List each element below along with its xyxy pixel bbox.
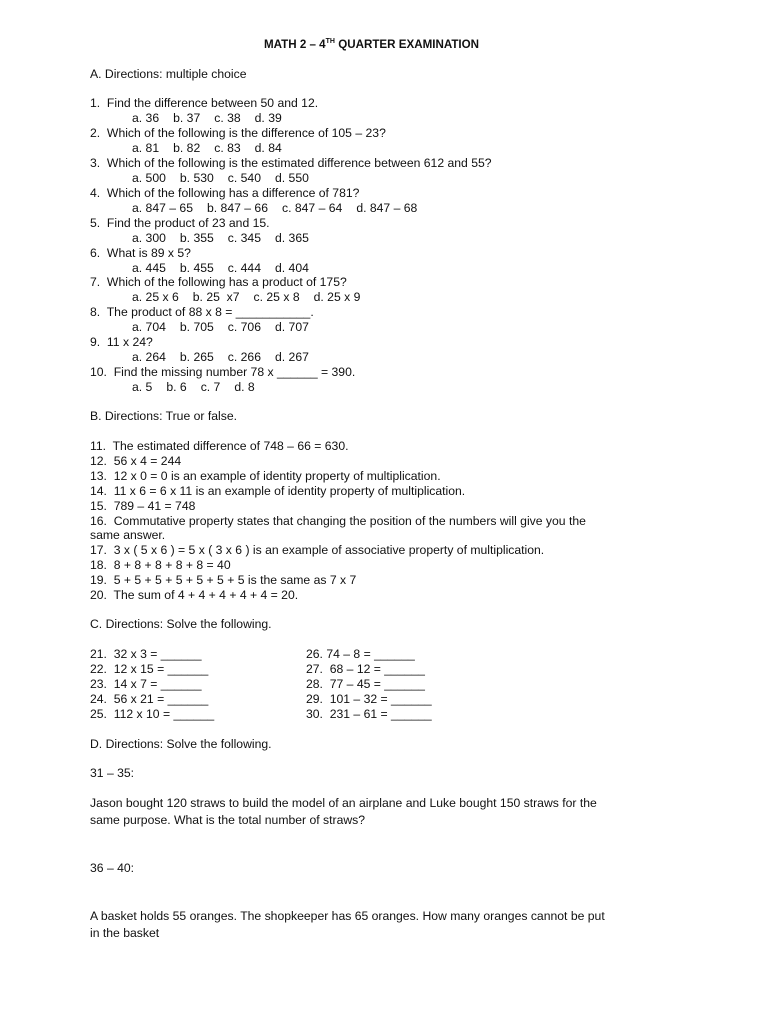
word-problem-line: in the basket [90, 926, 160, 940]
solve-item: 22. 12 x 15 = ______ [90, 662, 209, 676]
question-8-options [132, 320, 323, 335]
solve-item: 28. 77 – 45 = ______ [306, 677, 425, 691]
option: d. 707 [274, 320, 309, 334]
option: c. 847 – 64 [282, 201, 343, 215]
title-superscript: TH [325, 38, 335, 46]
section-b-directions: B. Directions: True or false. [90, 409, 237, 423]
solve-item: 30. 231 – 61 = ______ [306, 707, 432, 721]
title-main: MATH 2 – 4 [264, 38, 326, 51]
option: c. 7 [200, 380, 221, 394]
option: d. 25 x 9 [313, 290, 361, 304]
option: a. 847 – 65 [132, 201, 193, 215]
solve-item: 21. 32 x 3 = ______ [90, 647, 202, 661]
question-9-options [132, 350, 323, 365]
option: d. 84 [254, 141, 282, 155]
option: b. 25 x7 [192, 290, 240, 304]
item-range: 31 – 35: [90, 766, 135, 780]
question-2-options [132, 141, 296, 156]
option: c. 540 [227, 171, 261, 185]
option: a. 704 [132, 320, 166, 334]
option: b. 6 [166, 380, 187, 394]
tf-item: 17. 3 x ( 5 x 6 ) = 5 x ( 3 x 6 ) is an example of associative property of multiplication. [90, 543, 545, 557]
option: c. 25 x 8 [253, 290, 300, 304]
question-4-options [132, 201, 431, 216]
option: d. 404 [274, 261, 309, 275]
word-problem-line: same purpose. What is the total number of straws? [90, 813, 366, 827]
question-8: 8. The product of 88 x 8 = ___________. [90, 305, 314, 319]
option: c. 706 [227, 320, 261, 334]
tf-item: 19. 5 + 5 + 5 + 5 + 5 + 5 + 5 is the same as 7 x 7 [90, 573, 357, 587]
question-9: 9. 11 x 24? [90, 335, 153, 349]
option: c. 345 [227, 231, 261, 245]
tf-item: 11. The estimated difference of 748 – 66 = 630. [90, 439, 349, 453]
question-6: 6. What is 89 x 5? [90, 246, 191, 260]
question-1-options [132, 111, 296, 126]
option: c. 38 [214, 111, 241, 125]
tf-item: 20. The sum of 4 + 4 + 4 + 4 + 4 = 20. [90, 588, 299, 602]
tf-item: 12. 56 x 4 = 244 [90, 454, 182, 468]
solve-item: 25. 112 x 10 = ______ [90, 707, 215, 721]
option: a. 500 [132, 171, 166, 185]
option: d. 8 [234, 380, 255, 394]
question-3-options [132, 171, 323, 186]
question-10-options [132, 380, 269, 395]
item-range: 36 – 40: [90, 861, 135, 875]
question-7-options [132, 290, 374, 305]
option: b. 455 [179, 261, 214, 275]
question-4: 4. Which of the following has a difference of 781? [90, 186, 360, 200]
option: d. 267 [274, 350, 309, 364]
option: a. 300 [132, 231, 166, 245]
option: a. 36 [132, 111, 160, 125]
option: b. 847 – 66 [207, 201, 268, 215]
option: b. 265 [179, 350, 214, 364]
option: c. 444 [227, 261, 261, 275]
option: a. 25 x 6 [132, 290, 179, 304]
question-10: 10. Find the missing number 78 x ______ = 390. [90, 365, 356, 379]
title-rest: QUARTER EXAMINATION [334, 38, 480, 51]
solve-item: 23. 14 x 7 = ______ [90, 677, 202, 691]
tf-item: 18. 8 + 8 + 8 + 8 + 8 = 40 [90, 558, 231, 572]
section-d-directions: D. Directions: Solve the following. [90, 737, 272, 751]
tf-item: 15. 789 – 41 = 748 [90, 499, 196, 513]
option: b. 705 [179, 320, 214, 334]
solve-item: 24. 56 x 21 = ______ [90, 692, 209, 706]
solve-item: 27. 68 – 12 = ______ [306, 662, 425, 676]
option: d. 550 [274, 171, 309, 185]
option: d. 365 [274, 231, 309, 245]
page-title [264, 37, 479, 52]
question-3: 3. Which of the following is the estimated difference between 612 and 55? [90, 156, 492, 170]
option: a. 5 [132, 380, 153, 394]
tf-item-continued: same answer. [90, 528, 166, 542]
solve-item: 26. 74 – 8 = ______ [306, 647, 415, 661]
option: b. 37 [173, 111, 201, 125]
option: b. 82 [173, 141, 201, 155]
tf-item: 13. 12 x 0 = 0 is an example of identity property of multiplication. [90, 469, 441, 483]
question-6-options [132, 261, 323, 276]
option: b. 355 [179, 231, 214, 245]
question-5: 5. Find the product of 23 and 15. [90, 216, 270, 230]
option: a. 445 [132, 261, 166, 275]
question-1: 1. Find the difference between 50 and 12. [90, 96, 319, 110]
option: c. 266 [227, 350, 261, 364]
question-5-options [132, 231, 323, 246]
question-7: 7. Which of the following has a product of 175? [90, 275, 347, 289]
solve-item: 29. 101 – 32 = ______ [306, 692, 432, 706]
option: c. 83 [214, 141, 241, 155]
word-problem-line: A basket holds 55 oranges. The shopkeeper has 65 oranges. How many oranges cannot be put [90, 909, 605, 923]
option: d. 39 [254, 111, 282, 125]
option: a. 81 [132, 141, 160, 155]
section-c-directions: C. Directions: Solve the following. [90, 617, 272, 631]
tf-item: 16. Commutative property states that changing the position of the numbers will give you the [90, 514, 586, 528]
tf-item: 14. 11 x 6 = 6 x 11 is an example of identity property of multiplication. [90, 484, 466, 498]
section-a-directions: A. Directions: multiple choice [90, 67, 247, 81]
word-problem-line: Jason bought 120 straws to build the model of an airplane and Luke bought 150 straws for the [90, 796, 597, 810]
option: b. 530 [179, 171, 214, 185]
question-2: 2. Which of the following is the difference of 105 – 23? [90, 126, 386, 140]
option: d. 847 – 68 [356, 201, 418, 215]
option: a. 264 [132, 350, 166, 364]
